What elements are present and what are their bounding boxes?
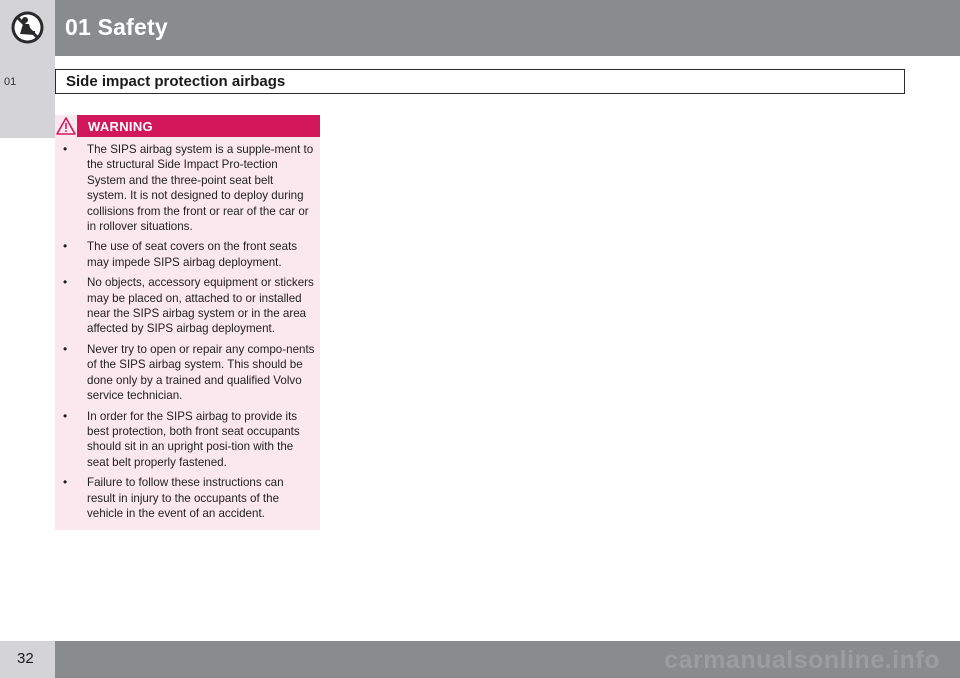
list-item (63, 475, 315, 521)
warning-item-text: The use of seat covers on the front seats may impede SIPS airbag deployment. (87, 240, 298, 269)
warning-item-text: Never try to open or repair any compo-nents of the SIPS airbag system. This should be done only by a trained and qualified Volvo service technician. (87, 342, 315, 403)
chapter-side-tab (0, 56, 55, 138)
warning-label: WARNING (88, 119, 153, 134)
page-footer (55, 641, 960, 678)
bullet-icon: • (63, 275, 68, 290)
chapter-title: 01 Safety (65, 14, 168, 40)
bullet-icon: • (63, 142, 68, 156)
warning-item-text: Failure to follow these instructions can result in injury to the occupants of the vehicle in the event of an accident. (87, 476, 284, 520)
warning-triangle-icon (56, 117, 76, 135)
warning-header (55, 115, 320, 137)
chapter-header (55, 0, 960, 56)
seatbelt-safety-icon (9, 9, 46, 46)
bullet-icon: • (63, 239, 68, 254)
bullet-icon: • (63, 341, 68, 356)
list-item (63, 275, 315, 337)
bullet-icon: • (63, 408, 68, 423)
warning-item-text: In order for the SIPS airbag to provide its best protection, both front seat occupants should sit in an upright posi-tion with the seat belt properly fastened. (87, 409, 300, 469)
warning-item-text: The SIPS airbag system is a supple-ment to the structural Side Impact Pro-tection System and the three-point seat belt system. It is not designed to deploy during collisions from the front or rear of the car or in rollover situations. (87, 143, 314, 234)
warning-list (63, 142, 315, 526)
page-number-box (0, 641, 55, 678)
list-item (63, 342, 315, 404)
bullet-icon: • (63, 475, 68, 490)
list-item (63, 239, 315, 270)
warning-item-text: No objects, accessory equipment or stickers may be placed on, attached to or installed near the SIPS airbag system or in the area affected by SIPS airbag deployment. (87, 276, 314, 336)
warning-icon-container (55, 115, 77, 137)
list-item (63, 142, 315, 234)
watermark: carmanualsonline.info (664, 646, 940, 674)
section-title: Side impact protection airbags (66, 73, 286, 90)
chapter-icon-box (0, 0, 55, 56)
list-item (63, 409, 315, 471)
section-heading-bar (55, 69, 905, 94)
warning-box (55, 115, 320, 530)
side-tab-label: 01 (4, 76, 17, 88)
page-number: 32 (17, 650, 34, 667)
